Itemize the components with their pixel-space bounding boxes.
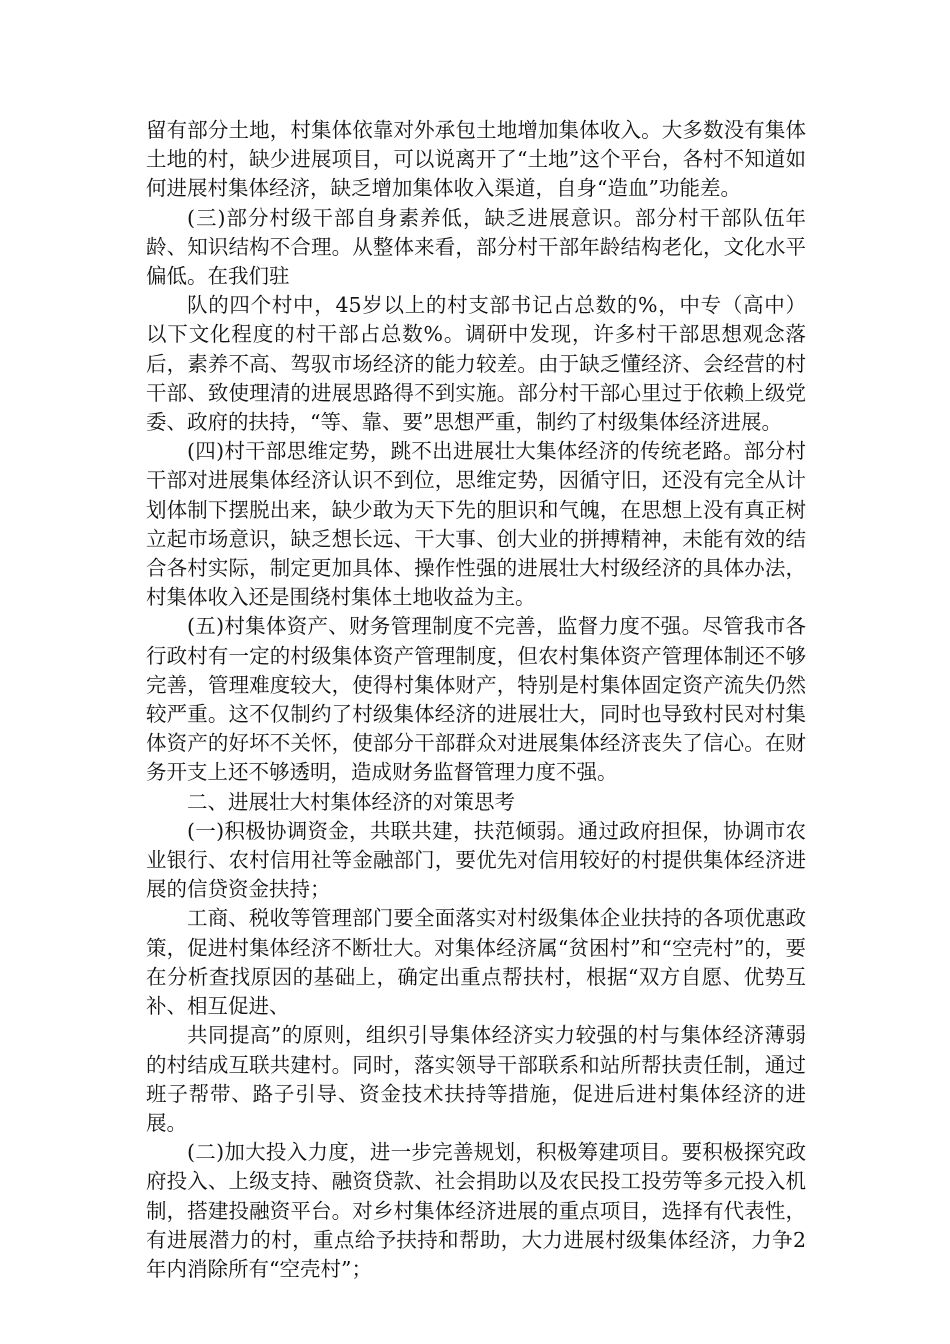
document-page [146, 116, 806, 1284]
paragraph-section-3: (三)部分村级干部自身素养低，缺乏进展意识。部分村干部队伍年龄、知识结构不合理。从整体来看，部分村干部年龄结构老化，文化水平偏低。在我们驻 [146, 205, 806, 289]
paragraph-measure-2: (二)加大投入力度，进一步完善规划，积极筹建项目。要积极探究政府投入、上级支持、融资贷款、社会捐助以及农民投工投劳等多元投入机制，搭建投融资平台。对乡村集体经济进展的重点项目，选择有代表性，有进展潜力的村，重点给予扶持和帮助，大力进展村级集体经济，力争2年内消除所有“空壳村”； [146, 1140, 806, 1281]
paragraph-measure-1: (一)积极协调资金，共联共建，扶范倾弱。通过政府担保，协调市农业银行、农村信用社等金融部门，要优先对信用较好的村提供集体经济进展的信贷资金扶持； [146, 818, 806, 902]
paragraph-cadre-statistics: 队的四个村中，45岁以上的村支部书记占总数的%，中专（高中）以下文化程度的村干部占总数%。调研中发现，许多村干部思想观念落后，素养不高、驾驭市场经济的能力较差。由于缺乏懂经济、会经营的村干部、致使理清的进展思路得不到实施。部分村干部心里过于依赖上级党委、政府的扶持，“等、靠、要”思想严重，制约了村级集体经济进展。 [146, 293, 806, 435]
section-heading-countermeasures: 二、进展壮大村集体经济的对策思考 [187, 789, 515, 814]
paragraph-measure-1-policy: 工商、税收等管理部门要全面落实对村级集体企业扶持的各项优惠政策，促进村集体经济不断壮大。对集体经济属“贫困村”和“空壳村”的，要在分析查找原因的基础上，确定出重点帮扶村，根据“双方自愿、优势互补、相互促进、 [146, 906, 806, 1019]
paragraph-section-5: (五)村集体资产、财务管理制度不完善，监督力度不强。尽管我市各行政村有一定的村级集体资产管理制度，但农村集体资产管理体制还不够完善，管理难度较大，使得村集体财产，特别是村集体固定资产流失仍然较严重。这不仅制约了村级集体经济的进展壮大，同时也导致村民对村集体资产的好坏不关怀，使部分干部群众对进展集体经济丧失了信心。在财务开支上还不够透明，造成财务监督管理力度不强。 [146, 614, 806, 785]
paragraph-measure-1-pairing: 共同提高”的原则，组织引导集体经济实力较强的村与集体经济薄弱的村结成互联共建村。同时，落实领导干部联系和站所帮扶责任制，通过班子帮带、路子引导、资金技术扶持等措施，促进后进村集体经济的进展。 [146, 1023, 806, 1135]
paragraph-continued-land: 留有部分土地，村集体依靠对外承包土地增加集体收入。大多数没有集体土地的村，缺少进展项目，可以说离开了“土地”这个平台，各村不知道如何进展村集体经济，缺乏增加集体收入渠道，自身“造血”功能差。 [146, 118, 806, 201]
paragraph-section-4: (四)村干部思维定势，跳不出进展壮大集体经济的传统老路。部分村干部对进展集体经济认识不到位，思维定势，因循守旧，还没有完全从计划体制下摆脱出来，缺少敢为天下先的胆识和气魄，在思想上没有真正树立起市场意识，缺乏想长远、干大事、创大业的拼搏精神，未能有效的结合各村实际，制定更加具体、操作性强的进展壮大村级经济的具体办法，村集体收入还是围绕村集体土地收益为主。 [146, 439, 806, 610]
